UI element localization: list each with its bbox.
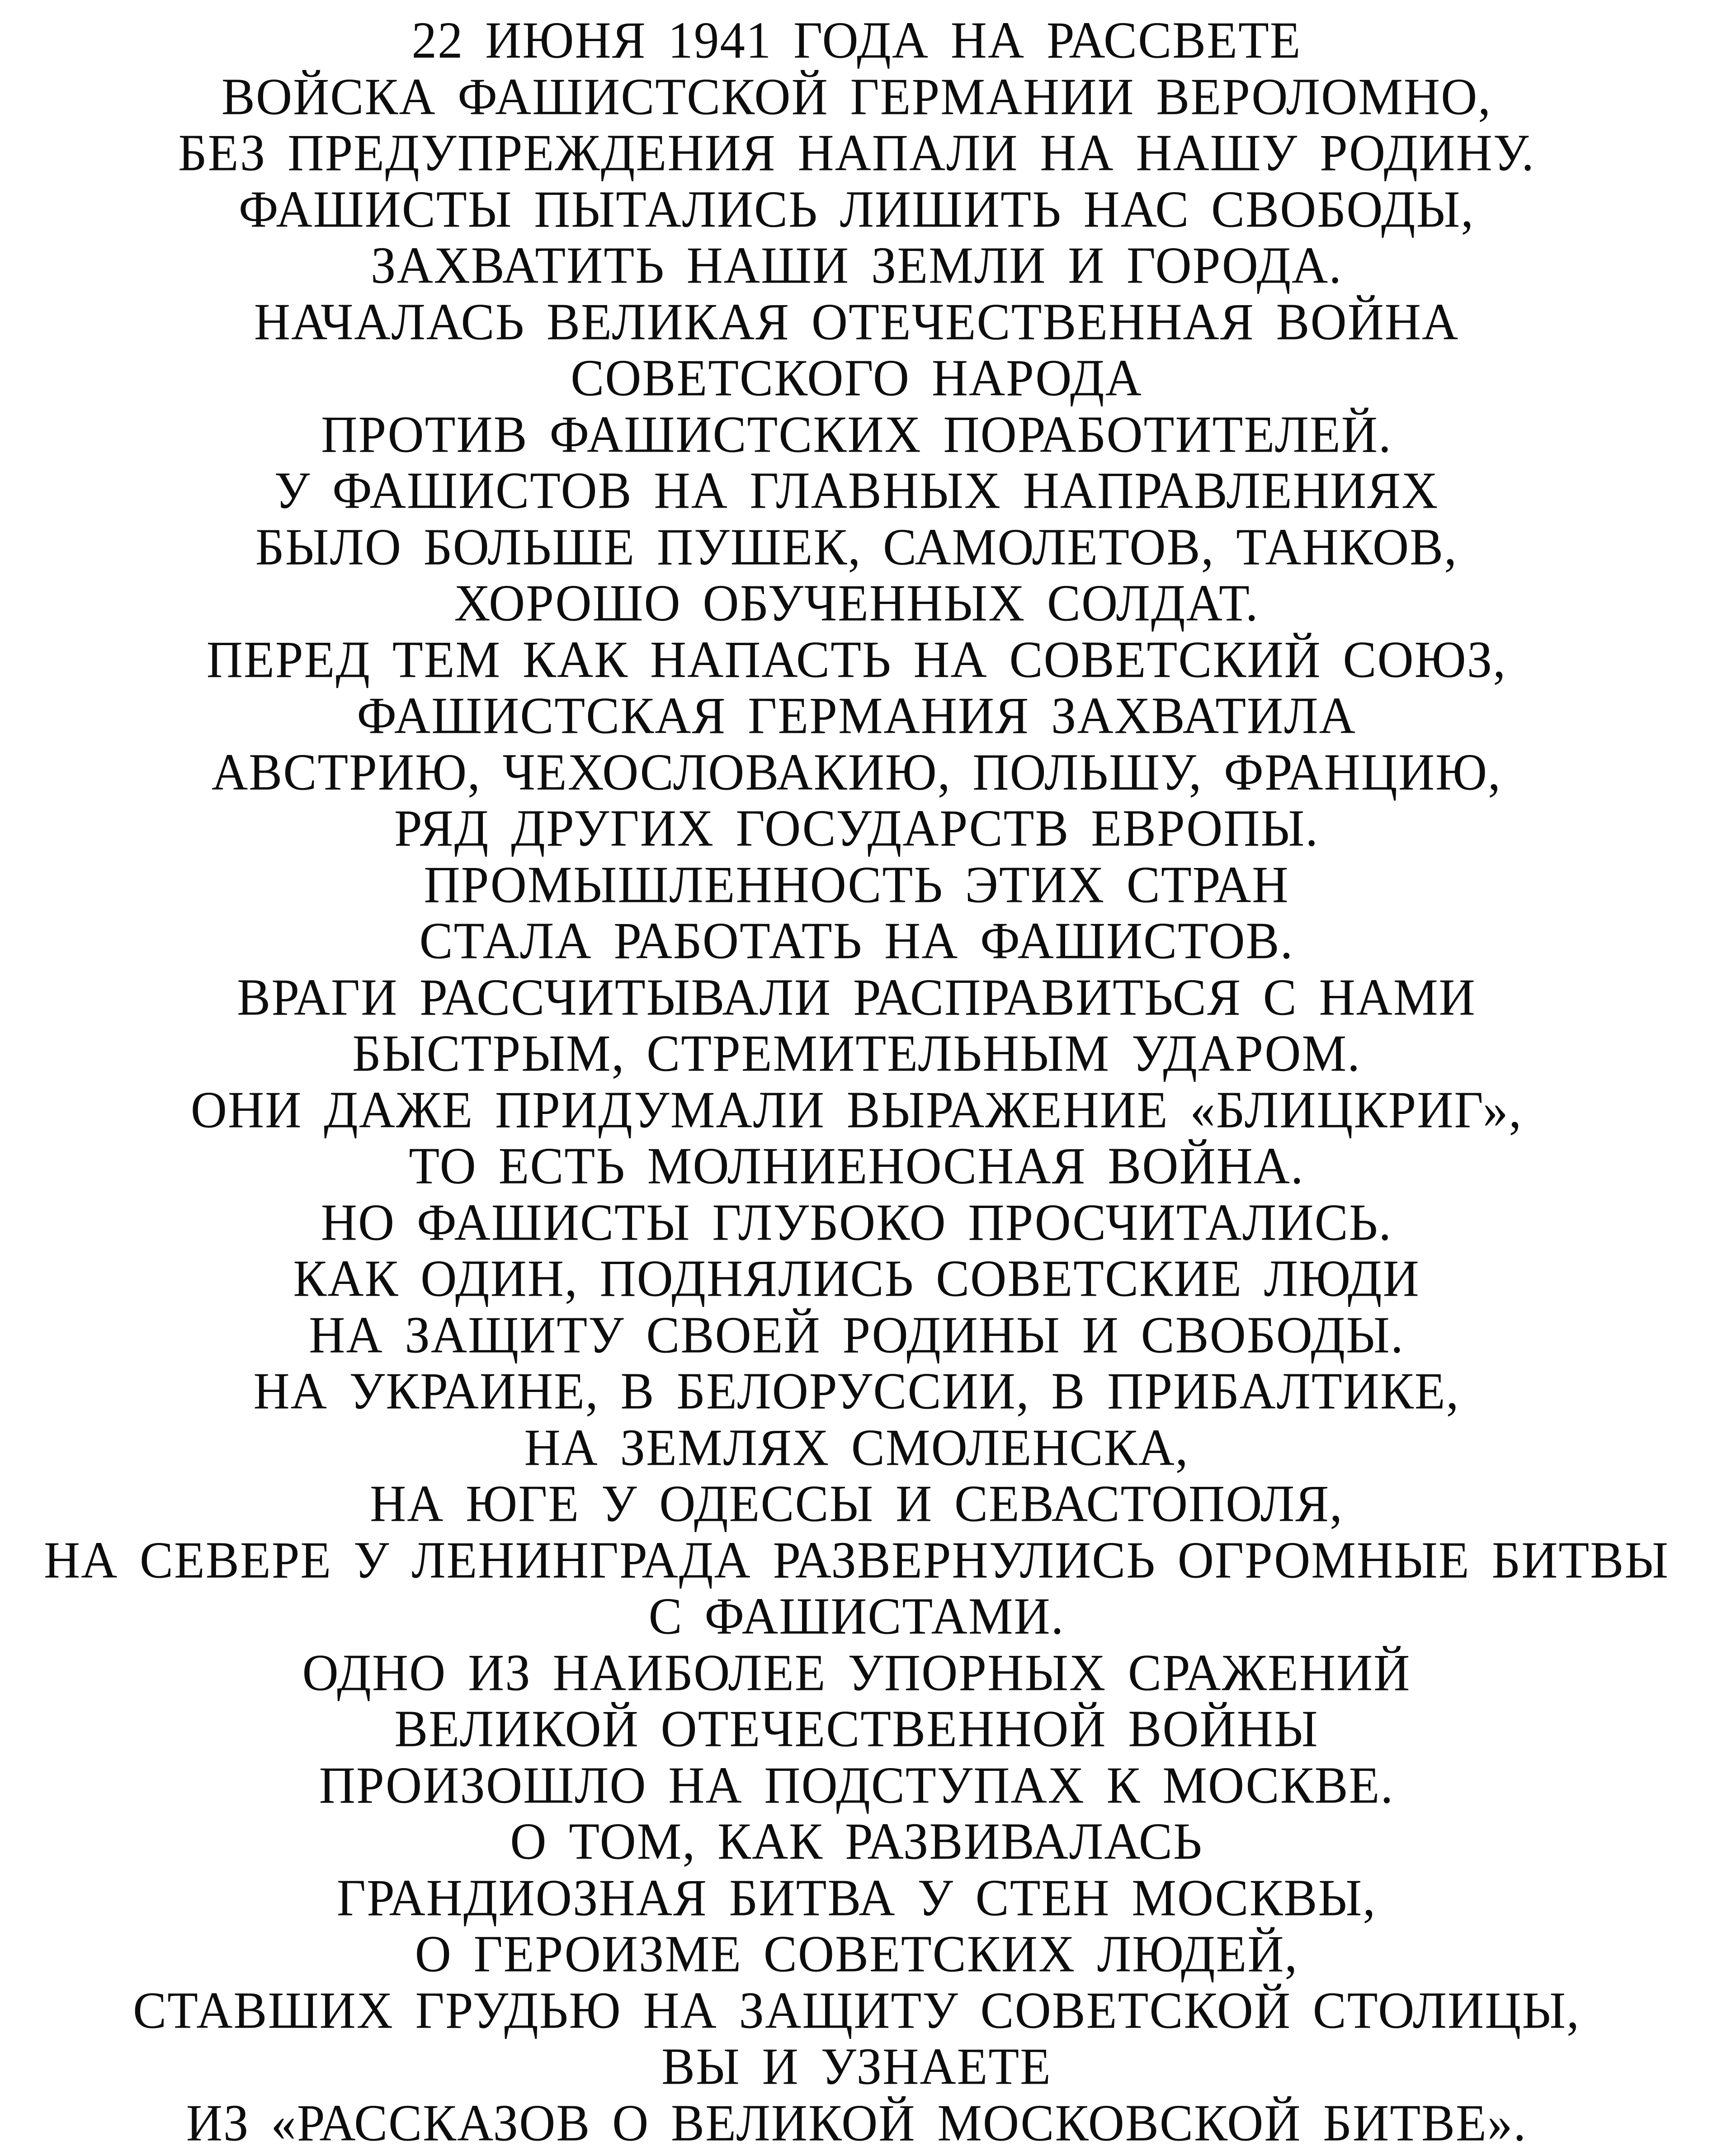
text-line: НАЧАЛАСЬ ВЕЛИКАЯ ОТЕЧЕСТВЕННАЯ ВОЙНА [254,293,1459,351]
text-line: СОВЕТСКОГО НАРОДА [571,349,1142,407]
text-line: ХОРОШО ОБУЧЕННЫХ СОЛДАТ. [454,574,1259,632]
text-line: 22 ИЮНЯ 1941 ГОДА НА РАССВЕТЕ [411,11,1302,70]
text-line: ФАШИСТЫ ПЫТАЛИСЬ ЛИШИТЬ НАС СВОБОДЫ, [238,180,1475,238]
text-line: БЕЗ ПРЕДУПРЕЖДЕНИЯ НАПАЛИ НА НАШУ РОДИНУ. [178,124,1535,182]
text-line: ПРОИЗОШЛО НА ПОДСТУПАХ К МОСКВЕ. [319,1756,1394,1814]
text-line: ФАШИСТСКАЯ ГЕРМАНИЯ ЗАХВАТИЛА [357,687,1356,745]
text-line: ВОЙСКА ФАШИСТСКОЙ ГЕРМАНИИ ВЕРОЛОМНО, [221,68,1492,126]
text-line: АВСТРИЮ, ЧЕХОСЛОВАКИЮ, ПОЛЬШУ, ФРАНЦИЮ, [212,743,1501,801]
text-line: НА ЗАЩИТУ СВОЕЙ РОДИНЫ И СВОБОДЫ. [309,1306,1404,1364]
text-line: С ФАШИСТАМИ. [648,1587,1065,1646]
text-line: О ТОМ, КАК РАЗВИВАЛАСЬ [510,1812,1203,1871]
text-line: НА СЕВЕРЕ У ЛЕНИНГРАДА РАЗВЕРНУЛИСЬ ОГРОМНЫЕ БИТВЫ [43,1531,1670,1589]
text-line: ОДНО ИЗ НАИБОЛЕЕ УПОРНЫХ СРАЖЕНИЙ [302,1644,1411,1702]
text-line: ЗАХВАТИТЬ НАШИ ЗЕМЛИ И ГОРОДА. [371,236,1342,295]
text-line: КАК ОДИН, ПОДНЯЛИСЬ СОВЕТСКИЕ ЛЮДИ [293,1250,1420,1308]
text-line: СТАВШИХ ГРУДЬЮ НА ЗАЩИТУ СОВЕТСКОЙ СТОЛИЦЫ, [133,1981,1580,2039]
text-line: БЫСТРЫМ, СТРЕМИТЕЛЬНЫМ УДАРОМ. [352,1024,1361,1083]
text-block [0,13,1713,2151]
text-line: ПЕРЕД ТЕМ КАК НАПАСТЬ НА СОВЕТСКИЙ СОЮЗ, [206,631,1507,689]
text-line: НА ЮГЕ У ОДЕССЫ И СЕВАСТОПОЛЯ, [370,1475,1343,1533]
text-line: ПРОТИВ ФАШИСТСКИХ ПОРАБОТИТЕЛЕЙ. [321,406,1392,463]
text-line: НА УКРАИНЕ, В БЕЛОРУССИИ, В ПРИБАЛТИКЕ, [253,1362,1460,1420]
text-line: ВЕЛИКОЙ ОТЕЧЕСТВЕННОЙ ВОЙНЫ [394,1700,1319,1758]
text-line: ТО ЕСТЬ МОЛНИЕНОСНАЯ ВОЙНА. [409,1137,1304,1195]
text-line: ВЫ И УЗНАЕТЕ [661,2038,1052,2096]
text-line: НА ЗЕМЛЯХ СМОЛЕНСКА, [524,1419,1189,1477]
text-line: ГРАНДИОЗНАЯ БИТВА У СТЕН МОСКВЫ, [336,1869,1377,1927]
text-line: РЯД ДРУГИХ ГОСУДАРСТВ ЕВРОПЫ. [394,799,1319,858]
text-line: У ФАШИСТОВ НА ГЛАВНЫХ НАПРАВЛЕНИЯХ [274,462,1439,520]
text-line: БЫЛО БОЛЬШЕ ПУШЕК, САМОЛЕТОВ, ТАНКОВ, [255,518,1458,576]
text-line: ВРАГИ РАССЧИТЫВАЛИ РАСПРАВИТЬСЯ С НАМИ [237,968,1476,1026]
text-line: НО ФАШИСТЫ ГЛУБОКО ПРОСЧИТАЛИСЬ. [321,1194,1392,1251]
text-line: ПРОМЫШЛЕННОСТЬ ЭТИХ СТРАН [424,856,1289,914]
text-line: О ГЕРОИЗМЕ СОВЕТСКИХ ЛЮДЕЙ, [415,1925,1298,1983]
text-line: ОНИ ДАЖЕ ПРИДУМАЛИ ВЫРАЖЕНИЕ «БЛИЦКРИГ», [190,1081,1523,1139]
text-line: СТАЛА РАБОТАТЬ НА ФАШИСТОВ. [419,912,1294,970]
text-line: ИЗ «РАССКАЗОВ О ВЕЛИКОЙ МОСКОВСКОЙ БИТВЕ». [186,2094,1527,2152]
